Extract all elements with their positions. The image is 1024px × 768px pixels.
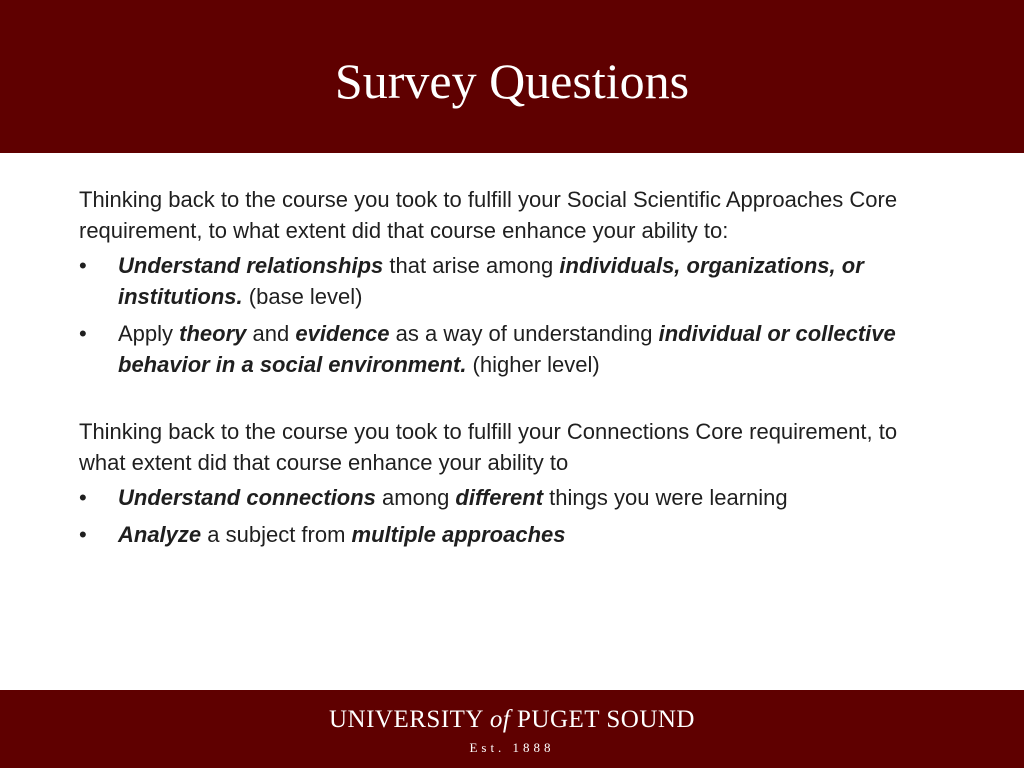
- body-text: as a way of understanding: [389, 321, 659, 346]
- emphasis-text: theory: [179, 321, 247, 346]
- emphasis-text: individuals, organizations, or institutions.: [118, 253, 864, 309]
- body-text: that arise among: [383, 253, 560, 278]
- body-text: things you were learning: [543, 485, 788, 510]
- bullet-dot-icon: •: [79, 485, 87, 510]
- emphasis-text: evidence: [295, 321, 390, 346]
- emphasis-text: individual or collective behavior in a social environment.: [118, 321, 896, 377]
- section1-bullet-list: [79, 250, 919, 380]
- section1-intro: Thinking back to the course you took to fulfill your Social Scientific Approaches Core requirement, to what extent did that course enhance your ability to:: [79, 187, 898, 243]
- slide-title: Survey Questions: [334, 52, 690, 109]
- emphasis-text: Analyze: [118, 522, 202, 547]
- emphasis-text: Understand connections: [118, 485, 376, 510]
- emphasis-text: multiple approaches: [351, 522, 566, 547]
- wordmark-part-2: PUGET SOUND: [510, 706, 695, 733]
- emphasis-text: different: [455, 485, 544, 510]
- section-spacer: [79, 386, 919, 416]
- section2-intro: Thinking back to the course you took to fulfill your Connections Core requirement, to what extent did that course enhance your ability to: [79, 419, 898, 475]
- section1-bullet-2: [79, 318, 919, 380]
- body-text: and: [246, 321, 296, 346]
- section2-bullet-1: [79, 482, 919, 513]
- level-note: (base level): [242, 284, 363, 309]
- body-text: among: [375, 485, 456, 510]
- footer-banner: [0, 690, 1024, 768]
- emphasis-text: Understand relationships: [118, 253, 384, 278]
- body-text: Apply: [118, 321, 180, 346]
- body-text: a subject from: [201, 522, 352, 547]
- bullet-dot-icon: •: [79, 253, 87, 278]
- section2-bullet-2: [79, 519, 919, 550]
- slide-content: [79, 184, 919, 556]
- bullet-dot-icon: •: [79, 522, 87, 547]
- university-wordmark: [0, 706, 1024, 734]
- level-note: (higher level): [466, 352, 600, 377]
- section1-bullet-1: [79, 250, 919, 312]
- established-year: Est. 1888: [469, 740, 555, 755]
- wordmark-of: of: [489, 706, 511, 733]
- section2-bullet-list: [79, 482, 919, 550]
- bullet-dot-icon: •: [79, 321, 87, 346]
- wordmark-part-1: UNIVERSITY: [329, 706, 490, 733]
- title-banner: [0, 0, 1024, 153]
